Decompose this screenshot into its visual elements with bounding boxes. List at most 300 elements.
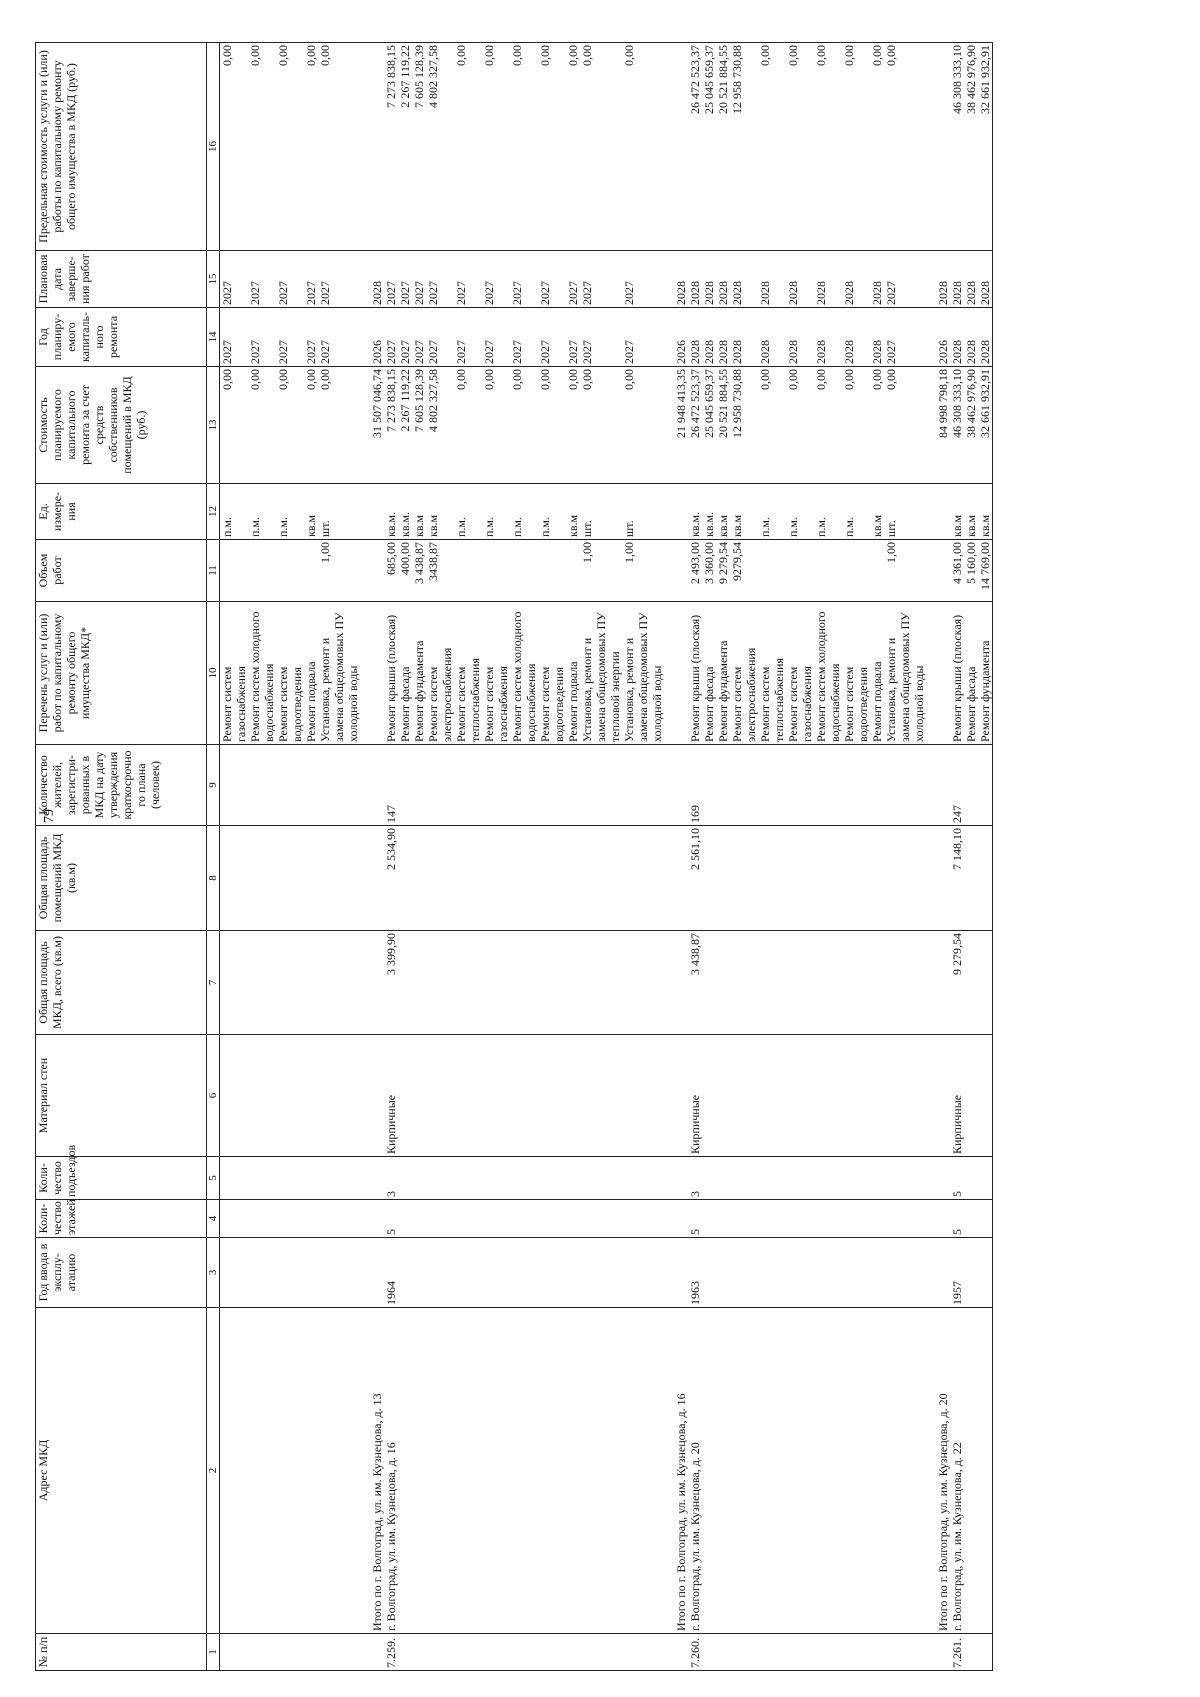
cell-col-7: [884, 931, 926, 1035]
cell-col-8: [566, 826, 580, 931]
cell-col-9: [978, 745, 993, 826]
cell-col-16: 0,00: [814, 43, 842, 251]
cell-col-7: [814, 931, 842, 1035]
cell-col-11: [758, 540, 786, 602]
table-row: [220, 43, 249, 1671]
cell-col-13: 26 472 523,37: [688, 367, 702, 484]
cell-col-16: 0,00: [220, 43, 249, 251]
cell-col-1: 7.259.: [384, 1634, 398, 1671]
row-spacer: [360, 43, 370, 1671]
cell-col-5: [248, 1157, 276, 1200]
table-row: [248, 43, 276, 1671]
cell-col-5: [398, 1157, 412, 1200]
cell-col-16: 2 267 119,22: [398, 43, 412, 251]
cell-col-13: 0,00: [276, 367, 304, 484]
cell-col-15: 2027: [538, 251, 566, 308]
column-number-row: [207, 43, 220, 1671]
cell-col-14: 2028: [730, 308, 758, 367]
column-number-3: 3: [207, 1238, 220, 1308]
cell-col-5: [814, 1157, 842, 1200]
cell-col-2: [426, 1308, 454, 1634]
cell-col-8: [622, 826, 664, 931]
cell-col-14: 2027: [454, 308, 482, 367]
cell-col-3: [814, 1238, 842, 1308]
cell-col-12: кв.м.: [398, 484, 412, 540]
cell-col-8: [398, 826, 412, 931]
cell-col-1: [538, 1634, 566, 1671]
cell-col-10: Ремонт фундамента: [716, 602, 730, 745]
cell-col-14: 2027: [412, 308, 426, 367]
cell-col-15: 2028: [370, 251, 384, 308]
cell-col-15: 2028: [936, 251, 950, 308]
spacer-cell: [664, 1035, 674, 1157]
cell-col-12: п.м.: [510, 484, 538, 540]
cell-col-1: [884, 1634, 926, 1671]
cell-col-10: Ремонт систем холодного водоснабжения: [814, 602, 842, 745]
cell-col-9: [318, 745, 360, 826]
cell-col-3: [248, 1238, 276, 1308]
cell-col-2: [978, 1308, 993, 1634]
column-number-11: 11: [207, 540, 220, 602]
cell-col-4: [220, 1200, 249, 1238]
cell-col-7: [220, 931, 249, 1035]
cell-col-8: [318, 826, 360, 931]
cell-col-15: 2028: [978, 251, 993, 308]
cell-col-11: [786, 540, 814, 602]
cell-col-2: [884, 1308, 926, 1634]
header-cell-16: Предельная стоимость услуги и (или) работы по капитальному ремонту общего имущества в МКД (руб.): [36, 43, 207, 251]
spacer-cell: [360, 1308, 370, 1634]
cell-col-10: Ремонт подвала: [566, 602, 580, 745]
total-row: [674, 43, 688, 1671]
cell-col-5: [454, 1157, 482, 1200]
cell-col-13: 0,00: [304, 367, 318, 484]
cell-col-16: 0,00: [566, 43, 580, 251]
cell-col-9: [412, 745, 426, 826]
cell-col-2: [842, 1308, 870, 1634]
cell-col-5: [674, 1157, 688, 1200]
spacer-cell: [360, 1634, 370, 1671]
cell-col-13: 0,00: [870, 367, 884, 484]
header-cell-13: Стоимость планируемого капитального ремонта за счет средств собственников помещений в МКД (руб.): [36, 367, 207, 484]
cell-col-11: 3438,87: [426, 540, 454, 602]
cell-col-14: 2027: [276, 308, 304, 367]
cell-col-7: [978, 931, 993, 1035]
cell-col-8: [220, 826, 249, 931]
cell-col-11: [454, 540, 482, 602]
cell-col-13: 0,00: [622, 367, 664, 484]
cell-col-6: [936, 1035, 950, 1157]
cell-col-6: [786, 1035, 814, 1157]
cell-col-1: [454, 1634, 482, 1671]
cell-col-16: 0,00: [454, 43, 482, 251]
spacer-cell: [360, 826, 370, 931]
cell-col-9: [580, 745, 622, 826]
cell-col-16: 0,00: [758, 43, 786, 251]
cell-col-2: [702, 1308, 716, 1634]
cell-col-3: [936, 1238, 950, 1308]
rotated-table-area: [35, 43, 1165, 1671]
cell-col-5: [538, 1157, 566, 1200]
cell-col-8: [730, 826, 758, 931]
cell-col-4: [454, 1200, 482, 1238]
cell-col-2: [412, 1308, 426, 1634]
cell-col-9: [884, 745, 926, 826]
cell-col-3: 1963: [688, 1238, 702, 1308]
cell-col-16: 0,00: [318, 43, 360, 251]
cell-col-4: [716, 1200, 730, 1238]
cell-col-2: г. Волгоград, ул. им. Кузнецова, д. 22: [950, 1308, 964, 1634]
header-cell-11: Объем работ: [36, 540, 207, 602]
table-row: [978, 43, 993, 1671]
spacer-cell: [926, 602, 936, 745]
cell-col-15: 2028: [870, 251, 884, 308]
cell-col-13: 7 273 838,15: [384, 367, 398, 484]
cell-col-14: 2028: [786, 308, 814, 367]
cell-col-2: [318, 1308, 360, 1634]
cell-col-3: [220, 1238, 249, 1308]
cell-col-3: [566, 1238, 580, 1308]
cell-col-9: [538, 745, 566, 826]
cell-col-7: [370, 931, 384, 1035]
cell-col-1: [730, 1634, 758, 1671]
cell-col-2: [276, 1308, 304, 1634]
cell-col-9: [482, 745, 510, 826]
column-number-14: 14: [207, 308, 220, 367]
cell-col-1: [276, 1634, 304, 1671]
cell-col-2: [454, 1308, 482, 1634]
table-row: [454, 43, 482, 1671]
cell-col-1: [716, 1634, 730, 1671]
cell-col-15: 2027: [398, 251, 412, 308]
cell-col-7: 3 399,90: [384, 931, 398, 1035]
cell-col-14: 2027: [538, 308, 566, 367]
cell-col-9: [964, 745, 978, 826]
cell-col-3: 1957: [950, 1238, 964, 1308]
cell-col-3: [978, 1238, 993, 1308]
column-number-13: 13: [207, 367, 220, 484]
cell-col-10: Ремонт подвала: [304, 602, 318, 745]
table-row: [566, 43, 580, 1671]
cell-col-14: 2027: [248, 308, 276, 367]
column-number-12: 12: [207, 484, 220, 540]
cell-col-2: г. Волгоград, ул. им. Кузнецова, д. 20: [688, 1308, 702, 1634]
cell-col-11: 14 769,00: [978, 540, 993, 602]
row-spacer: [664, 43, 674, 1671]
cell-col-6: [978, 1035, 993, 1157]
cell-col-10: Ремонт систем водоотведения: [842, 602, 870, 745]
cell-col-6: [412, 1035, 426, 1157]
header-cell-15: Плановая дата заверше-ния работ: [36, 251, 207, 308]
cell-col-13: 4 802 327,58: [426, 367, 454, 484]
cell-col-9: [730, 745, 758, 826]
spacer-cell: [664, 484, 674, 540]
cell-col-7: [674, 931, 688, 1035]
cell-col-13: 0,00: [758, 367, 786, 484]
cell-col-12: кв.м: [412, 484, 426, 540]
cell-col-3: [538, 1238, 566, 1308]
cell-col-4: [814, 1200, 842, 1238]
cell-col-11: [304, 540, 318, 602]
cell-col-6: [304, 1035, 318, 1157]
cell-col-10: Ремонт систем водоотведения: [276, 602, 304, 745]
cell-col-6: [674, 1035, 688, 1157]
cell-col-15: 2028: [842, 251, 870, 308]
cell-col-5: [566, 1157, 580, 1200]
cell-col-3: [304, 1238, 318, 1308]
cell-col-14: 2027: [510, 308, 538, 367]
cell-col-5: [220, 1157, 249, 1200]
spacer-cell: [664, 931, 674, 1035]
cell-col-15: 2027: [318, 251, 360, 308]
cell-col-9: [936, 745, 950, 826]
cell-col-8: 2 561,10: [688, 826, 702, 931]
cell-col-3: [842, 1238, 870, 1308]
table-row: [814, 43, 842, 1671]
cell-col-5: [870, 1157, 884, 1200]
cell-col-5: [510, 1157, 538, 1200]
cell-col-15: 2027: [304, 251, 318, 308]
cell-col-6: [884, 1035, 926, 1157]
cell-col-12: кв.м.: [384, 484, 398, 540]
cell-col-13: 12 958 730,88: [730, 367, 758, 484]
cell-col-12: кв.м: [566, 484, 580, 540]
spacer-cell: [664, 1157, 674, 1200]
cell-col-16: 0,00: [304, 43, 318, 251]
cell-col-16: 0,00: [622, 43, 664, 251]
cell-col-15: 2028: [702, 251, 716, 308]
cell-col-11: 2 493,00: [688, 540, 702, 602]
cell-col-16: [674, 43, 688, 251]
cell-col-6: [398, 1035, 412, 1157]
cell-col-7: [758, 931, 786, 1035]
cell-col-6: [566, 1035, 580, 1157]
cell-col-1: [870, 1634, 884, 1671]
cell-col-6: [454, 1035, 482, 1157]
cell-col-4: [702, 1200, 716, 1238]
cell-col-13: 0,00: [786, 367, 814, 484]
column-number-5: 5: [207, 1157, 220, 1200]
cell-col-7: [482, 931, 510, 1035]
cell-col-16: 0,00: [884, 43, 926, 251]
cell-col-14: 2027: [318, 308, 360, 367]
cell-col-11: [814, 540, 842, 602]
cell-col-3: 1964: [384, 1238, 398, 1308]
cell-col-11: [510, 540, 538, 602]
cell-col-16: 20 521 884,55: [716, 43, 730, 251]
cell-col-4: [580, 1200, 622, 1238]
cell-col-14: 2028: [716, 308, 730, 367]
cell-col-9: [842, 745, 870, 826]
spacer-cell: [360, 1157, 370, 1200]
cell-col-4: [538, 1200, 566, 1238]
cell-col-7: [842, 931, 870, 1035]
table-rotator: [35, 43, 1165, 1671]
cell-col-1: [566, 1634, 580, 1671]
cell-col-6: Кирпичные: [384, 1035, 398, 1157]
cell-col-6: [318, 1035, 360, 1157]
cell-col-9: [220, 745, 249, 826]
cell-col-14: 2027: [220, 308, 249, 367]
cell-col-14: 2027: [884, 308, 926, 367]
cell-col-11: [482, 540, 510, 602]
cell-col-2: [220, 1308, 249, 1634]
cell-col-4: 5: [688, 1200, 702, 1238]
table-body: [220, 43, 993, 1671]
spacer-cell: [360, 931, 370, 1035]
table-row: [870, 43, 884, 1671]
cell-col-9: 247: [950, 745, 964, 826]
cell-col-4: [566, 1200, 580, 1238]
cell-col-15: 2028: [758, 251, 786, 308]
cell-col-14: 2027: [426, 308, 454, 367]
cell-col-10: Установка, ремонт и замена общедомовых ПУ холодной воды: [884, 602, 926, 745]
cell-col-15: 2028: [716, 251, 730, 308]
header-cell-4: Коли-чество этажей: [36, 1200, 207, 1238]
cell-col-1: [978, 1634, 993, 1671]
table-row: [786, 43, 814, 1671]
cell-col-7: [304, 931, 318, 1035]
cell-col-5: 3: [384, 1157, 398, 1200]
table-row: [758, 43, 786, 1671]
cell-col-8: [884, 826, 926, 931]
cell-col-7: [702, 931, 716, 1035]
cell-col-16: 38 462 976,90: [964, 43, 978, 251]
cell-col-6: [538, 1035, 566, 1157]
cell-col-15: 2027: [248, 251, 276, 308]
cell-col-5: [304, 1157, 318, 1200]
spacer-cell: [926, 1157, 936, 1200]
cell-col-7: [870, 931, 884, 1035]
cell-col-16: 7 273 838,15: [384, 43, 398, 251]
cell-col-15: 2027: [510, 251, 538, 308]
cell-col-8: [454, 826, 482, 931]
cell-col-10: Ремонт систем холодного водоснабжения: [510, 602, 538, 745]
spacer-cell: [926, 1035, 936, 1157]
cell-col-13: 20 521 884,55: [716, 367, 730, 484]
cell-col-2: Итого по г. Волгоград, ул. им. Кузнецова, д. 13: [370, 1308, 384, 1634]
cell-col-4: [482, 1200, 510, 1238]
spacer-cell: [664, 1200, 674, 1238]
cell-col-3: [884, 1238, 926, 1308]
spacer-cell: [926, 251, 936, 308]
cell-col-16: 0,00: [248, 43, 276, 251]
cell-col-10: Ремонт систем теплоснабжения: [454, 602, 482, 745]
cell-col-12: п.м.: [538, 484, 566, 540]
cell-col-5: [482, 1157, 510, 1200]
cell-col-16: 7 605 128,39: [412, 43, 426, 251]
cell-col-8: [304, 826, 318, 931]
cell-col-12: кв.м.: [702, 484, 716, 540]
cell-col-8: [370, 826, 384, 931]
spacer-cell: [360, 540, 370, 602]
cell-col-8: [276, 826, 304, 931]
cell-col-3: [426, 1238, 454, 1308]
cell-col-14: 2027: [566, 308, 580, 367]
cell-col-15: 2027: [884, 251, 926, 308]
cell-col-11: [538, 540, 566, 602]
cell-col-7: [398, 931, 412, 1035]
cell-col-11: 1,00: [622, 540, 664, 602]
cell-col-9: [398, 745, 412, 826]
cell-col-7: [426, 931, 454, 1035]
cell-col-5: [622, 1157, 664, 1200]
header-cell-14: Год планиру-емого капиталь-ного ремонта: [36, 308, 207, 367]
cell-col-5: [580, 1157, 622, 1200]
cell-col-15: 2027: [454, 251, 482, 308]
header-cell-3: Год ввода в эксплу-атацию: [36, 1238, 207, 1308]
cell-col-9: [566, 745, 580, 826]
cell-col-2: [510, 1308, 538, 1634]
cell-col-16: 0,00: [276, 43, 304, 251]
cell-col-13: 2 267 119,22: [398, 367, 412, 484]
cell-col-10: Ремонт фундамента: [978, 602, 993, 745]
cell-col-15: 2027: [426, 251, 454, 308]
cell-col-2: [248, 1308, 276, 1634]
table-row: [304, 43, 318, 1671]
cell-col-16: 26 472 523,37: [688, 43, 702, 251]
table-row: [398, 43, 412, 1671]
cell-col-3: [730, 1238, 758, 1308]
cell-col-11: 9279,54: [730, 540, 758, 602]
cell-col-3: [370, 1238, 384, 1308]
cell-col-16: [370, 43, 384, 251]
cell-col-4: [964, 1200, 978, 1238]
cell-col-6: [510, 1035, 538, 1157]
cell-col-10: Ремонт систем газоснабжения: [786, 602, 814, 745]
cell-col-15: 2028: [674, 251, 688, 308]
table-row: [950, 43, 964, 1671]
cell-col-12: п.м.: [758, 484, 786, 540]
table-row: [510, 43, 538, 1671]
cell-col-6: [702, 1035, 716, 1157]
cell-col-12: шт.: [884, 484, 926, 540]
column-number-1: 1: [207, 1634, 220, 1671]
spacer-cell: [926, 1200, 936, 1238]
cell-col-13: 0,00: [580, 367, 622, 484]
cell-col-5: [842, 1157, 870, 1200]
cell-col-8: [964, 826, 978, 931]
cell-col-4: [412, 1200, 426, 1238]
cell-col-6: [716, 1035, 730, 1157]
column-number-6: 6: [207, 1035, 220, 1157]
cell-col-7: [412, 931, 426, 1035]
cell-col-6: [814, 1035, 842, 1157]
cell-col-1: [842, 1634, 870, 1671]
header-cell-8: Общая площадь помещений МКД (кв.м): [36, 826, 207, 931]
cell-col-11: 9 279,54: [716, 540, 730, 602]
cell-col-2: г. Волгоград, ул. им. Кузнецова, д. 16: [384, 1308, 398, 1634]
cell-col-10: Ремонт систем газоснабжения: [220, 602, 249, 745]
cell-col-1: [510, 1634, 538, 1671]
cell-col-16: 0,00: [510, 43, 538, 251]
cell-col-3: [276, 1238, 304, 1308]
cell-col-5: [884, 1157, 926, 1200]
cell-col-15: 2027: [220, 251, 249, 308]
table-row: [318, 43, 360, 1671]
cell-col-8: 2 534,90: [384, 826, 398, 931]
cell-col-16: 0,00: [482, 43, 510, 251]
cell-col-8: [538, 826, 566, 931]
cell-col-11: 3 438,87: [412, 540, 426, 602]
cell-col-8: [248, 826, 276, 931]
cell-col-1: [622, 1634, 664, 1671]
cell-col-9: 169: [688, 745, 702, 826]
cell-col-16: 4 802 327,58: [426, 43, 454, 251]
cell-col-10: Ремонт фасада: [398, 602, 412, 745]
spacer-cell: [926, 1238, 936, 1308]
cell-col-4: [622, 1200, 664, 1238]
